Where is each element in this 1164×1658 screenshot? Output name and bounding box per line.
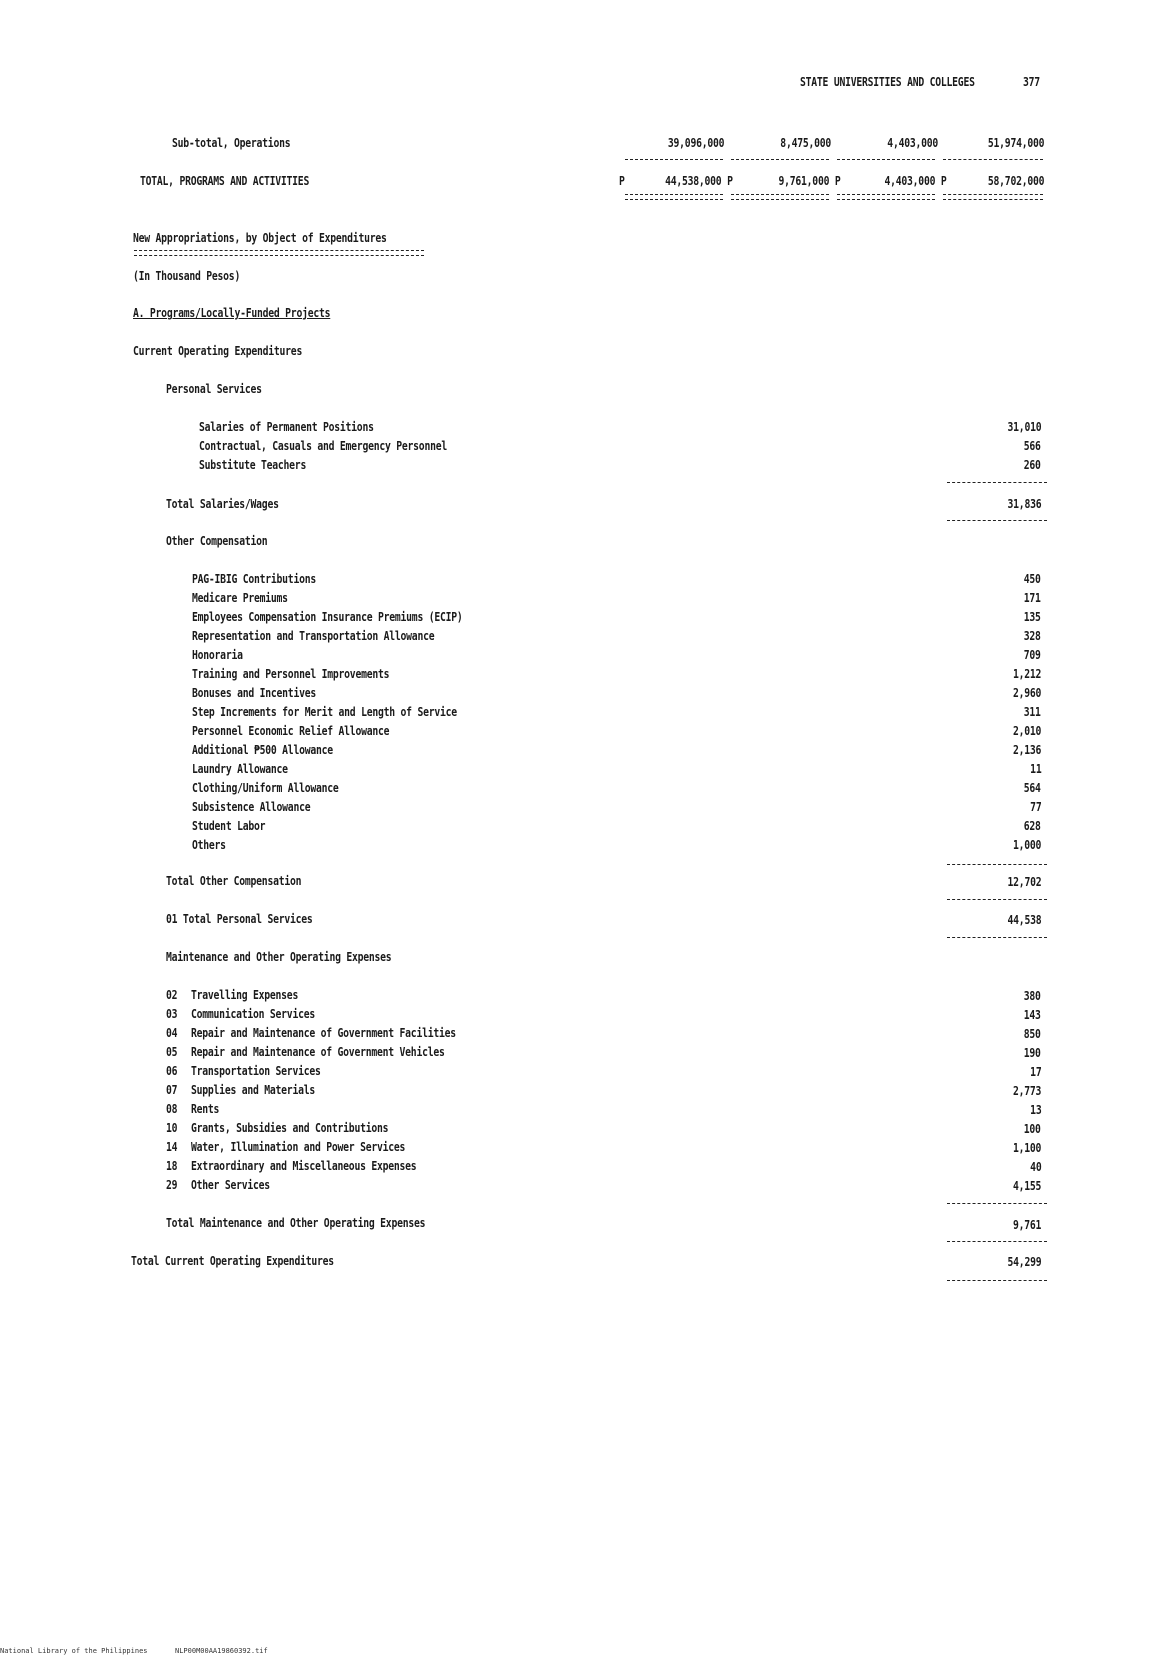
line-item-value: 1,212 bbox=[1012, 666, 1041, 681]
object-code: 07 bbox=[166, 1082, 178, 1097]
line-item-label: Travelling Expenses bbox=[191, 987, 299, 1002]
mooe-heading: Maintenance and Other Operating Expenses bbox=[166, 949, 392, 964]
rule bbox=[943, 159, 1043, 160]
line-item-label: Clothing/Uniform Allowance bbox=[192, 780, 339, 795]
total-mooe-label: Total Maintenance and Other Operating Expenses bbox=[166, 1215, 426, 1230]
line-item-value: 190 bbox=[1024, 1045, 1041, 1060]
line-item-value: 2,010 bbox=[1012, 723, 1041, 738]
total-current-value: 54,299 bbox=[1007, 1254, 1041, 1269]
total-other-compensation-value: 12,702 bbox=[1007, 874, 1041, 889]
line-item-label: Student Labor bbox=[192, 818, 266, 833]
total-other-compensation-label: Total Other Compensation bbox=[166, 873, 302, 888]
subtitle-programs: A. Programs/Locally-Funded Projects bbox=[133, 305, 331, 320]
object-code: 08 bbox=[166, 1101, 178, 1116]
total-col2: 9,761,000 P bbox=[778, 173, 840, 188]
line-item-value: 40 bbox=[1029, 1159, 1041, 1174]
line-item-value: 100 bbox=[1024, 1121, 1041, 1136]
line-item-value: 2,960 bbox=[1012, 685, 1041, 700]
total-col3: 4,403,000 P bbox=[884, 173, 946, 188]
line-item-value: 380 bbox=[1024, 988, 1041, 1003]
line-item-value: 328 bbox=[1024, 628, 1041, 643]
rule bbox=[947, 864, 1047, 865]
peso-sign: P bbox=[619, 173, 625, 188]
line-item-label: Representation and Transportation Allowance bbox=[192, 628, 435, 643]
personal-services-heading: Personal Services bbox=[166, 381, 262, 396]
total-current-label: Total Current Operating Expenditures bbox=[131, 1253, 334, 1268]
line-item-value: 1,100 bbox=[1012, 1140, 1041, 1155]
object-code: 18 bbox=[166, 1158, 178, 1173]
total-salaries-value: 31,836 bbox=[1007, 496, 1041, 511]
footer-library: National Library of the Philippines bbox=[0, 1647, 148, 1655]
line-item-value: 143 bbox=[1024, 1007, 1041, 1022]
double-rule bbox=[731, 194, 829, 200]
line-item-label: Water, Illumination and Power Services bbox=[191, 1139, 406, 1154]
rule bbox=[731, 159, 829, 160]
line-item-label: Substitute Teachers bbox=[199, 457, 307, 472]
rule bbox=[947, 1203, 1047, 1204]
object-code: 03 bbox=[166, 1006, 178, 1021]
line-item-value: 564 bbox=[1024, 780, 1041, 795]
total-col4: 58,702,000 bbox=[987, 173, 1044, 188]
line-item-label: Extraordinary and Miscellaneous Expenses bbox=[191, 1158, 417, 1173]
line-item-label: Medicare Premiums bbox=[192, 590, 288, 605]
rule bbox=[625, 159, 723, 160]
total-programs-label: TOTAL, PROGRAMS AND ACTIVITIES bbox=[140, 173, 310, 188]
line-item-value: 77 bbox=[1029, 799, 1041, 814]
object-code: 06 bbox=[166, 1063, 178, 1078]
subtotal-col4: 51,974,000 bbox=[987, 135, 1044, 150]
line-item-label: Salaries of Permanent Positions bbox=[199, 419, 374, 434]
line-item-value: 850 bbox=[1024, 1026, 1041, 1041]
line-item-label: Transportation Services bbox=[191, 1063, 321, 1078]
line-item-label: Step Increments for Merit and Length of Service bbox=[192, 704, 457, 719]
line-item-label: Additional ₱500 Allowance bbox=[192, 742, 333, 757]
line-item-label: Personnel Economic Relief Allowance bbox=[192, 723, 390, 738]
double-rule bbox=[837, 194, 935, 200]
line-item-value: 311 bbox=[1024, 704, 1041, 719]
subtotal-col2: 8,475,000 bbox=[780, 135, 831, 150]
line-item-value: 2,136 bbox=[1012, 742, 1041, 757]
rule bbox=[947, 1280, 1047, 1281]
footer-filename: NLP00M00AA19860392.tif bbox=[175, 1647, 268, 1655]
current-expenditures-heading: Current Operating Expenditures bbox=[133, 343, 303, 358]
line-item-value: 171 bbox=[1024, 590, 1041, 605]
line-item-value: 11 bbox=[1029, 761, 1041, 776]
rule bbox=[947, 899, 1047, 900]
line-item-value: 709 bbox=[1024, 647, 1041, 662]
line-item-value: 13 bbox=[1029, 1102, 1041, 1117]
subtotal-col3: 4,403,000 bbox=[887, 135, 938, 150]
rule bbox=[947, 1241, 1047, 1242]
line-item-value: 628 bbox=[1024, 818, 1041, 833]
total-mooe-value: 9,761 bbox=[1012, 1217, 1041, 1232]
object-code: 14 bbox=[166, 1139, 178, 1154]
line-item-label: Repair and Maintenance of Government Vehicles bbox=[191, 1044, 445, 1059]
rule bbox=[947, 482, 1047, 483]
page-number: 377 bbox=[1023, 74, 1040, 89]
total-personal-services-value: 44,538 bbox=[1007, 912, 1041, 927]
line-item-value: 2,773 bbox=[1012, 1083, 1041, 1098]
line-item-label: Subsistence Allowance bbox=[192, 799, 311, 814]
total-salaries-label: Total Salaries/Wages bbox=[166, 496, 279, 511]
line-item-value: 135 bbox=[1024, 609, 1041, 624]
unit-note: (In Thousand Pesos) bbox=[133, 268, 241, 283]
double-rule bbox=[134, 250, 424, 256]
line-item-label: Training and Personnel Improvements bbox=[192, 666, 390, 681]
line-item-value: 31,010 bbox=[1007, 419, 1041, 434]
line-item-label: Employees Compensation Insurance Premiums (ECIP) bbox=[192, 609, 463, 624]
object-code: 04 bbox=[166, 1025, 178, 1040]
line-item-label: Bonuses and Incentives bbox=[192, 685, 316, 700]
line-item-label: Laundry Allowance bbox=[192, 761, 288, 776]
subtotal-label: Sub-total, Operations bbox=[172, 135, 291, 150]
line-item-label: Honoraria bbox=[192, 647, 243, 662]
line-item-label: Other Services bbox=[191, 1177, 270, 1192]
rule bbox=[837, 159, 935, 160]
line-item-label: Repair and Maintenance of Government Facilities bbox=[191, 1025, 456, 1040]
double-rule bbox=[625, 194, 723, 200]
object-code: 29 bbox=[166, 1177, 178, 1192]
line-item-value: 1,000 bbox=[1012, 837, 1041, 852]
line-item-value: 450 bbox=[1024, 571, 1041, 586]
line-item-label: Contractual, Casuals and Emergency Personnel bbox=[199, 438, 447, 453]
double-rule bbox=[943, 194, 1043, 200]
line-item-label: Grants, Subsidies and Contributions bbox=[191, 1120, 389, 1135]
line-item-label: PAG-IBIG Contributions bbox=[192, 571, 316, 586]
line-item-value: 260 bbox=[1024, 457, 1041, 472]
line-item-value: 4,155 bbox=[1012, 1178, 1041, 1193]
object-code: 02 bbox=[166, 987, 178, 1002]
total-personal-services-label: 01 Total Personal Services bbox=[166, 911, 313, 926]
subtotal-col1: 39,096,000 bbox=[667, 135, 724, 150]
running-header-title: STATE UNIVERSITIES AND COLLEGES bbox=[800, 74, 975, 89]
line-item-label: Supplies and Materials bbox=[191, 1082, 315, 1097]
total-col1: 44,538,000 P bbox=[665, 173, 733, 188]
line-item-label: Communication Services bbox=[191, 1006, 315, 1021]
line-item-label: Rents bbox=[191, 1101, 220, 1116]
section-title: New Appropriations, by Object of Expenditures bbox=[133, 230, 387, 245]
line-item-value: 566 bbox=[1024, 438, 1041, 453]
object-code: 10 bbox=[166, 1120, 178, 1135]
other-compensation-heading: Other Compensation bbox=[166, 533, 268, 548]
object-code: 05 bbox=[166, 1044, 178, 1059]
line-item-label: Others bbox=[192, 837, 226, 852]
rule bbox=[947, 937, 1047, 938]
rule bbox=[947, 520, 1047, 521]
line-item-value: 17 bbox=[1029, 1064, 1041, 1079]
